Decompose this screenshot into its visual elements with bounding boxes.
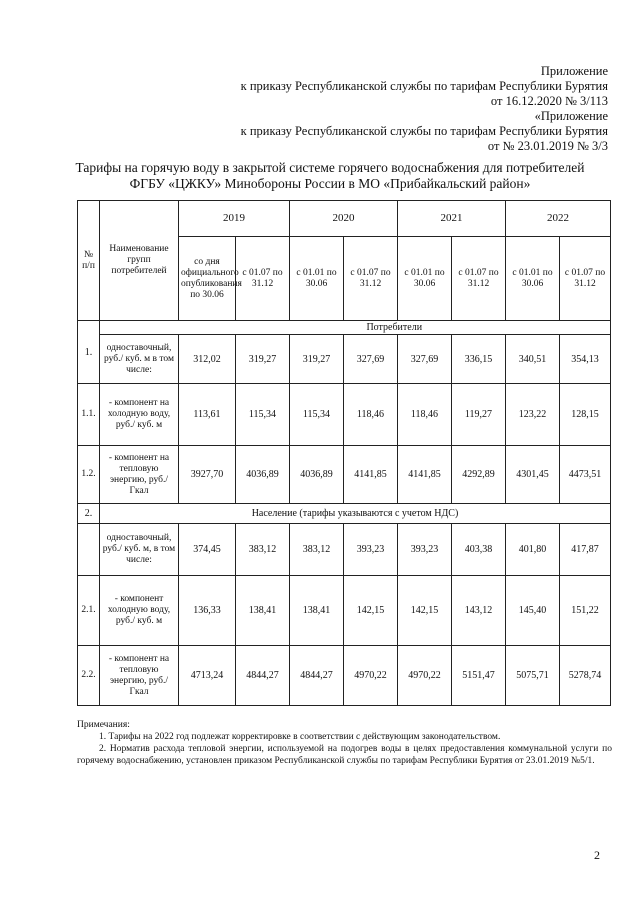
header-line: «Приложение — [534, 109, 608, 123]
page-number: 2 — [594, 848, 600, 862]
table-row — [78, 576, 611, 646]
note-item: 1. Тарифы на 2022 год подлежат корректировке в соответствии с действующим законодательством. — [99, 732, 501, 742]
tariff-value: 5151,47 — [452, 646, 506, 706]
tariff-value: 3927,70 — [179, 446, 236, 504]
row-number: 2.1. — [78, 576, 100, 646]
row-number: 1.1. — [78, 384, 100, 446]
section-title: Население (тарифы указываются с учетом НДС) — [100, 504, 611, 524]
tariff-value: 128,15 — [560, 384, 611, 446]
tariff-value: 113,61 — [179, 384, 236, 446]
tariff-value: 4970,22 — [398, 646, 452, 706]
header-line: к приказу Республиканской службы по тарифам Республики Бурятия — [240, 124, 608, 138]
row-number: 2.2. — [78, 646, 100, 706]
section-title: Потребители — [179, 321, 611, 335]
period-header: с 01.07 по 31.12 — [344, 237, 398, 321]
document-header — [241, 64, 608, 154]
header-line: от № 23.01.2019 № 3/3 — [487, 139, 608, 153]
tariff-value: 401,80 — [506, 524, 560, 576]
table-row — [78, 646, 611, 706]
row-number — [78, 524, 100, 576]
row-name: одноставочный, руб./ куб. м в том числе: — [100, 335, 179, 384]
tariff-value: 115,34 — [290, 384, 344, 446]
tariff-value: 5075,71 — [506, 646, 560, 706]
row-name: - компонент на холодную воду, руб./ куб. м — [100, 384, 179, 446]
period-header: с 01.07 по 31.12 — [236, 237, 290, 321]
tariff-value: 340,51 — [506, 335, 560, 384]
section-spacer — [100, 321, 179, 335]
tariff-value: 4970,22 — [344, 646, 398, 706]
row-name: одноставочный, руб./ куб. м, в том числе: — [100, 524, 179, 576]
table-row — [78, 384, 611, 446]
tariff-value: 319,27 — [290, 335, 344, 384]
tariff-value: 336,15 — [452, 335, 506, 384]
period-header: с 01.07 по 31.12 — [560, 237, 611, 321]
tariff-value: 417,87 — [560, 524, 611, 576]
year-header: 2022 — [506, 201, 611, 237]
row-name: - компонент на тепловую энергию, руб./Гкал — [100, 646, 179, 706]
row-number: 1. — [78, 321, 100, 384]
tariff-value: 118,46 — [344, 384, 398, 446]
tariff-value: 136,33 — [179, 576, 236, 646]
tariff-value: 4141,85 — [344, 446, 398, 504]
row-name: - компонент на тепловую энергию, руб./Гкал — [100, 446, 179, 504]
tariff-value: 4473,51 — [560, 446, 611, 504]
tariff-value: 4141,85 — [398, 446, 452, 504]
tariff-value: 4036,89 — [290, 446, 344, 504]
table-header-row — [78, 201, 611, 237]
period-header: с 01.07 по 31.12 — [452, 237, 506, 321]
tariff-value: 4301,45 — [506, 446, 560, 504]
column-header-number: № п/п — [78, 201, 100, 321]
period-header: с 01.01 по 30.06 — [506, 237, 560, 321]
row-number: 1.2. — [78, 446, 100, 504]
title-line: Тарифы на горячую воду в закрытой системе горячего водоснабжения для потребителей — [75, 160, 585, 175]
title-line: ФГБУ «ЦЖКУ» Минобороны России в МО «Прибайкальский район» — [129, 176, 531, 191]
tariff-value: 393,23 — [344, 524, 398, 576]
tariff-value: 119,27 — [452, 384, 506, 446]
tariff-value: 5278,74 — [560, 646, 611, 706]
tariff-value: 374,45 — [179, 524, 236, 576]
header-line: Приложение — [540, 64, 608, 78]
column-header-name: Наименование групп потребителей — [100, 201, 179, 321]
tariff-value: 319,27 — [236, 335, 290, 384]
tariff-table — [77, 200, 611, 706]
notes-block — [77, 719, 612, 767]
tariff-value: 383,12 — [236, 524, 290, 576]
tariff-value: 403,38 — [452, 524, 506, 576]
tariff-value: 118,46 — [398, 384, 452, 446]
table-row — [78, 335, 611, 384]
header-line: от 16.12.2020 № 3/113 — [490, 94, 608, 108]
tariff-value: 327,69 — [344, 335, 398, 384]
tariff-value: 138,41 — [236, 576, 290, 646]
tariff-value: 4036,89 — [236, 446, 290, 504]
row-name: - компонент холодную воду, руб./ куб. м — [100, 576, 179, 646]
tariff-value: 4292,89 — [452, 446, 506, 504]
tariff-value: 354,13 — [560, 335, 611, 384]
table-row — [78, 446, 611, 504]
tariff-value: 115,34 — [236, 384, 290, 446]
tariff-value: 143,12 — [452, 576, 506, 646]
section-row — [78, 504, 611, 524]
year-header: 2021 — [398, 201, 506, 237]
tariff-value: 138,41 — [290, 576, 344, 646]
tariff-value: 312,02 — [179, 335, 236, 384]
table-row — [78, 524, 611, 576]
tariff-value: 4844,27 — [236, 646, 290, 706]
row-number: 2. — [78, 504, 100, 524]
tariff-value: 145,40 — [506, 576, 560, 646]
period-header: с 01.01 по 30.06 — [398, 237, 452, 321]
year-header: 2019 — [179, 201, 290, 237]
tariff-value: 393,23 — [398, 524, 452, 576]
tariff-value: 327,69 — [398, 335, 452, 384]
tariff-value: 142,15 — [344, 576, 398, 646]
period-header: со дня официального опубликования по 30.06 — [179, 237, 236, 321]
tariff-value: 151,22 — [560, 576, 611, 646]
tariff-value: 4844,27 — [290, 646, 344, 706]
document-title — [60, 160, 600, 192]
note-item: 2. Норматив расхода тепловой энергии, используемой на подогрев воды в целях предоставления коммунальной услуги по горячему водоснабжению, установлен приказом Республиканской службы по тарифам Республики Бурятия от 23.01.2019 №5/1. — [77, 744, 612, 766]
header-line: к приказу Республиканской службы по тарифам Республики Бурятия — [240, 79, 608, 93]
tariff-value: 123,22 — [506, 384, 560, 446]
notes-heading: Примечания: — [77, 720, 130, 730]
section-row — [78, 321, 611, 335]
year-header: 2020 — [290, 201, 398, 237]
period-header: с 01.01 по 30.06 — [290, 237, 344, 321]
tariff-value: 383,12 — [290, 524, 344, 576]
tariff-value: 142,15 — [398, 576, 452, 646]
tariff-value: 4713,24 — [179, 646, 236, 706]
